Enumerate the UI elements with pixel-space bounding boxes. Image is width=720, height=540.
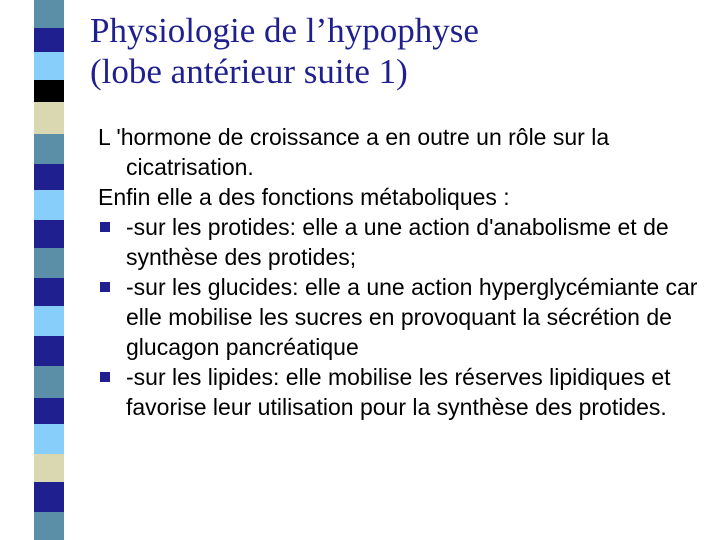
stripe-block: [34, 220, 64, 248]
stripe-block: [34, 0, 64, 28]
bullet-item-protides: [98, 212, 708, 272]
stripe-block: [34, 424, 64, 454]
square-bullet-icon: [100, 372, 110, 382]
stripe-block: [34, 366, 64, 398]
paragraph-metabolic-intro: Enfin elle a des fonctions métaboliques :: [98, 184, 510, 210]
bullet-text: -sur les lipides: elle mobilise les réserves lipidiques et favorise leur utilisation pour la synthèse des protides.: [126, 364, 671, 420]
stripe-block: [34, 28, 64, 52]
bullet-item-glucides: [98, 272, 708, 362]
stripe-block: [34, 102, 64, 134]
stripe-block: [34, 306, 64, 336]
stripe-block: [34, 482, 64, 512]
slide-title: [90, 10, 710, 92]
stripe-block: [34, 80, 64, 102]
title-line-1: Physiologie de l’hypophyse: [90, 11, 479, 50]
stripe-block: [34, 398, 64, 424]
bullet-item-lipides: [98, 362, 708, 422]
stripe-block: [34, 336, 64, 366]
stripe-block: [34, 248, 64, 278]
bullet-text: -sur les glucides: elle a une action hyperglycémiante car elle mobilise les sucres en provoquant la sécrétion de glucagon pancréatique: [126, 274, 698, 360]
slide-body: [98, 122, 708, 422]
stripe-block: [34, 164, 64, 190]
stripe-block: [34, 512, 64, 540]
stripe-block: [34, 134, 64, 164]
stripe-block: [34, 52, 64, 80]
square-bullet-icon: [100, 282, 110, 292]
stripe-block: [34, 454, 64, 482]
bullet-text: -sur les protides: elle a une action d'anabolisme et de synthèse des protides;: [126, 214, 669, 270]
title-line-2: (lobe antérieur suite 1): [90, 52, 408, 91]
stripe-block: [34, 278, 64, 306]
decorative-stripe: [34, 0, 64, 540]
paragraph-cicatrisation: L 'hormone de croissance a en outre un rôle sur la cicatrisation.: [98, 124, 610, 180]
square-bullet-icon: [100, 222, 110, 232]
stripe-block: [34, 190, 64, 220]
